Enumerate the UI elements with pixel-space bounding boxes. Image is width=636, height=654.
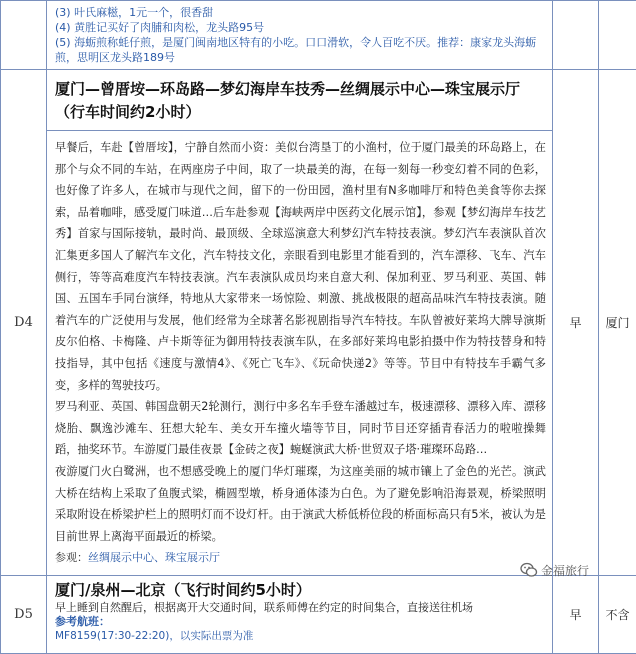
paragraph-2: 罗马利亚、英国、韩国盘朝天2轮测行，测行中多名车手登车潘越过车，极速漂移、漂移入库、漂移烧胎、飘逸沙滩车、狂想大轮车、美女开车撞火墙等节目，同时节目还穿插青春活力的啦啦操舞蹈，抽奖环节。车游厦门最佳夜景【金砖之夜】蜿蜒演武大桥·世贸双子塔·璀璨环岛路… (55, 396, 546, 461)
day-label-d5: D5 (1, 575, 47, 653)
visit-label: 参观： (55, 551, 88, 564)
food-note: (4) 黄胜记买好了肉脯和肉松，龙头路95号 (55, 20, 544, 35)
watermark (520, 559, 632, 581)
route-title-d4: 厦门—曾厝垵—环岛路—梦幻海岸车技秀—丝绸展示中心—珠宝展示厅（行车时间约2小时） (47, 70, 552, 131)
day-description-d5: 早上睡到自然醒后，根据离开大交通时间，联系师傅在约定的时间集合，直接送往机场 (47, 601, 552, 615)
hotel-d4: 厦门 (599, 70, 636, 576)
paragraph-3: 夜游厦门火白鹭洲，也不想感受晚上的厦门华灯璀璨，为这座美丽的城市镶上了金色的光芒。演武大桥在结构上采取了鱼腹式梁，椭圆型墩，桥身通体漆为白色。为了避免影响沿海景观，桥梁照明采取附设在桥梁护栏上的照明灯而不设灯杆。由于演武大桥低桥位段的桥面标高只有5米，被认为是目前世界上离海平面最近的桥梁。 (55, 461, 546, 547)
previous-hotel-cell (599, 1, 636, 70)
food-note: (3) 叶氏麻糍，1元一个，很香甜 (55, 5, 544, 20)
paragraph-1: 早餐后，车赴【曾厝垵】，宁静自然而小资：美似台湾垦丁的小渔村，位于厦门最美的环岛路上，在那个与众不同的车站，在两座房子中间，取了一块最美的海，在每一刻每一秒变幻着不同的色彩，也好像了许多人，在城市与现代之间，留下的一份田园，渔村里有N多咖啡厅和特色美食等你去探索，品着咖啡，感受厦门味道…后车赴参观【海峡两岸中医药文化展示馆】，参观【梦幻海岸车技艺秀】首家与国际接轨，最时尚、最顶级、全球巡演意大利梦幻汽车特技表演。梦幻汽车表演队首次汇集更多国人了解汽车文化，汽车特技文化，亲眼看到电影里才能看到的，汽车漂移、飞车、汽车侧行，等等高难度汽车特技表演。汽车表演队成员均来自意大利、保加利亚、罗马利亚、英国、韩国、五国车手同台演绎，特地从大家带来一场惊险、刺激、挑战极限的超高品味汽车特技表演。随着汽车的广泛使用与发展，他们经常为全球著名影视剧指导汽车特技。车队曾被好莱坞大牌导演斯皮尔伯格、卡梅隆、卢卡斯等征为御用特技表演车队，在多部好莱坞电影拍摄中作为特技替身和特技指导，其中包括《速度与激情4》、《死亡飞车》、《玩命快递2》等等。节目中有特技车手霸气多变，多样的驾驶技巧。 (55, 137, 546, 396)
route-title-d5: 厦门/泉州—北京（飞行时间约5小时） (47, 576, 552, 601)
previous-meal-cell (553, 1, 599, 70)
hotel-d5: 不含 (599, 575, 636, 653)
day-label-d4: D4 (1, 70, 47, 576)
food-notes-cell (47, 1, 553, 70)
flight-label: 参考航班： (47, 615, 552, 629)
food-note: (5) 海蛎煎称蚝仔煎，是厦门闽南地区特有的小吃。口口滑软，令人百吃不厌。推荐：康家龙头海蛎煎，思明区龙头路189号 (55, 35, 544, 65)
flight-info: MF8159(17:30-22:20)，以实际出票为准 (47, 629, 552, 643)
watermark-text: 金福旅行 (541, 562, 589, 579)
day-content-d4 (47, 70, 553, 576)
food-notes (47, 1, 552, 69)
meal-d5: 早 (553, 575, 599, 653)
day-content-d5 (47, 575, 553, 653)
day-description-d4 (47, 131, 552, 575)
day-row-d4 (1, 70, 636, 576)
meal-d4: 早 (553, 70, 599, 576)
previous-day-row (1, 1, 636, 70)
visit-reference (55, 547, 546, 569)
wechat-icon (520, 561, 538, 579)
day-row-d5 (1, 575, 636, 653)
visit-places: 丝绸展示中心、珠宝展示厅 (88, 551, 220, 564)
previous-day-cell (1, 1, 47, 70)
